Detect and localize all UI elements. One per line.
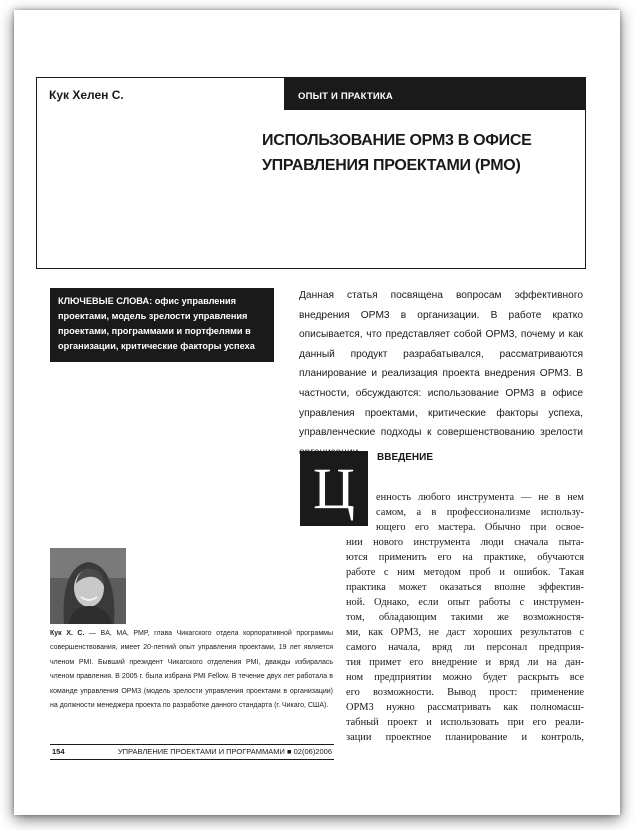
title-line-2: УПРАВЛЕНИЯ ПРОЕКТАМИ (PMO): [262, 157, 521, 174]
body-line: ющего его мастера. Обычно при освое-: [376, 522, 584, 533]
bio-name: Кук Х. С.: [50, 630, 85, 637]
intro-body: [346, 490, 584, 745]
body-line: ной. Однако, если опыт работы с инструмен-: [346, 597, 584, 608]
body-line: практика может оказаться вполне эффектив-: [346, 582, 584, 593]
body-line: OPM3 нужно рассматривать как полномасш-: [346, 702, 584, 713]
body-line: самом, а в профессионализме использу-: [376, 507, 584, 518]
article-title: [262, 128, 546, 178]
body-line: самого начала, вряд ли персонал предприя-: [346, 642, 584, 653]
body-line: том, обладающим такими же возможностя-: [346, 612, 584, 623]
author-portrait-image: [50, 548, 126, 624]
drop-cap: Ц: [300, 451, 368, 526]
body-line: его возможности. Вывод прост: применение: [346, 687, 584, 698]
title-line-1: ИСПОЛЬЗОВАНИЕ OPM3 В ОФИСЕ: [262, 132, 532, 149]
keywords-box: КЛЮЧЕВЫЕ СЛОВА: офис управления проектами, модель зрелости управления проектами, программами и портфелями в организации, критические факторы успеха: [50, 288, 274, 362]
body-line: нии нового инструмента люди сначала пыта-: [346, 537, 584, 548]
author-name: Кук Хелен С.: [49, 88, 124, 102]
page-number: 154: [52, 747, 65, 756]
body-line: ми, как OPM3, не даст хороших результатов с: [346, 627, 584, 638]
body-line: ном предприятии можно будет раскрыть все: [346, 672, 584, 683]
body-line: табный проект и использовать при его реали-: [346, 717, 584, 728]
journal-issue: УПРАВЛЕНИЕ ПРОЕКТАМИ И ПРОГРАММАМИ ■ 02(06)2006: [117, 747, 332, 756]
body-line: енность любого инструмента — не в нем: [376, 492, 584, 503]
body-line: ются применить его на практике, обучаются: [346, 552, 584, 563]
author-bio: [50, 627, 333, 713]
section-label: ОПЫТ И ПРАКТИКА: [284, 77, 586, 110]
author-photo: [50, 548, 126, 624]
bio-text: — BA, MA, PMP, глава Чикагского отдела корпоративной программы совершенствования, имеет 20-летний опыт управления проектами, 19 лет является членом PMI. Бывший президент Чикагского отделения PMI, дважды избиралась членом правления. В 2005 г. была избрана PMI Fellow. В течение двух лет работала в команде управления OPM3 (модель зрелости управления проектами в организации) на должности менеджера проекта по разработке данного стандарта (г. Чикаго, США).: [50, 630, 333, 710]
intro-heading: ВВЕДЕНИЕ: [377, 452, 433, 463]
body-line: тия примет его внедрение и вряд ли на дан-: [346, 657, 584, 668]
body-line: работе с ним методом проб и ошибок. Такая: [346, 567, 584, 578]
body-line: зации проектное планирование и контроль,: [346, 732, 584, 743]
footer: [50, 744, 334, 760]
abstract: Данная статья посвящена вопросам эффективного внедрения OPM3 в организации. В работе кратко описывается, что представляет собой OPM3, почему и как данный продукт разрабатывался, рассматриваются планирование и реализация проекта внедрения OPM3. В частности, обсуждаются: использование OPM3 в офисе управления проектами, критические факторы успеха, управленческие подходы к совершенствованию зрелости: [299, 290, 583, 439]
